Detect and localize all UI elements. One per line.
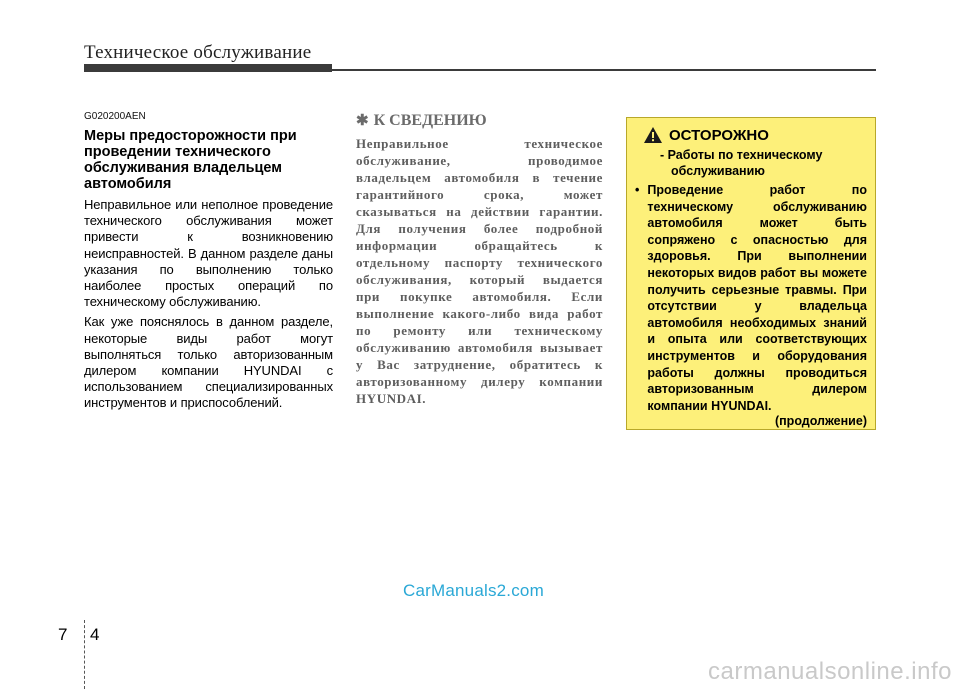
continued-label: (продолжение) — [774, 414, 867, 429]
notice-heading-text: К СВЕДЕНИЮ — [373, 111, 487, 129]
warning-box — [626, 117, 876, 430]
watermark-link[interactable]: CarManuals2.com — [403, 581, 544, 600]
warning-bullet-text: Проведение работ по техническому обслуживанию автомобиля может быть сопряжено с опасностью для здоровья. При выполнении некоторых видов работ вы можете получить серьезные травмы. При отсутствии у владельца автомобиля необходимых знаний и опыта или соответствующих инструментов и оборудования работы должны проводиться авторизованным дилером компании HYUNDAI. — [647, 183, 867, 413]
warning-triangle-icon — [643, 126, 663, 144]
section-heading: Меры предосторожности при проведении технического обслуживания владельцем автомобиля — [84, 128, 297, 192]
body-paragraph-1: Неправильное или неполное проведение технического обслуживания может привести к возникновению неисправностей. В данном разделе даны указания по выполнению только наиболее простых операций по техническому обслуживанию. — [84, 197, 333, 310]
warning-bullet — [635, 182, 867, 414]
asterisk-icon: ✱ — [356, 113, 369, 129]
footer-site-watermark: carmanualsonline.info — [708, 658, 952, 685]
section-code: G020200AEN — [84, 111, 146, 122]
warning-title-row — [643, 126, 867, 144]
left-column — [84, 111, 333, 416]
warning-title: ОСТОРОЖНО — [669, 126, 769, 144]
chapter-number: 7 — [58, 625, 68, 644]
notice-text: Неправильное техническое обслуживание, проводимое владельцем автомобиля в течение гарантийного срока, может сказываться на действии гарантии. Для получения более подробной информации обращайтесь к отдельному паспорту технического обслуживания, который выдается при покупке автомобиля. Если выполнение какого-либо вида работ по ремонту или техническому обслуживанию автомобиля вызывает у Вас затруднение, обратитесь к авторизованному дилеру компании HYUNDAI. — [356, 136, 603, 406]
notice-heading — [356, 111, 603, 130]
body-paragraph-2: Как уже пояснялось в данном разделе, некоторые виды работ могут выполняться только авторизованным дилером компании HYUNDAI с использованием специализированных инструментов и приспособлений. — [84, 314, 333, 411]
page-header-title: Техническое обслуживание — [84, 42, 312, 63]
bullet-dot: • — [635, 183, 640, 197]
page-divider — [84, 620, 85, 689]
page-number: 4 — [90, 625, 100, 644]
middle-column — [356, 111, 603, 407]
warning-subtitle: - Работы по техническому обслуживанию — [660, 148, 823, 178]
header-rule — [84, 69, 876, 71]
